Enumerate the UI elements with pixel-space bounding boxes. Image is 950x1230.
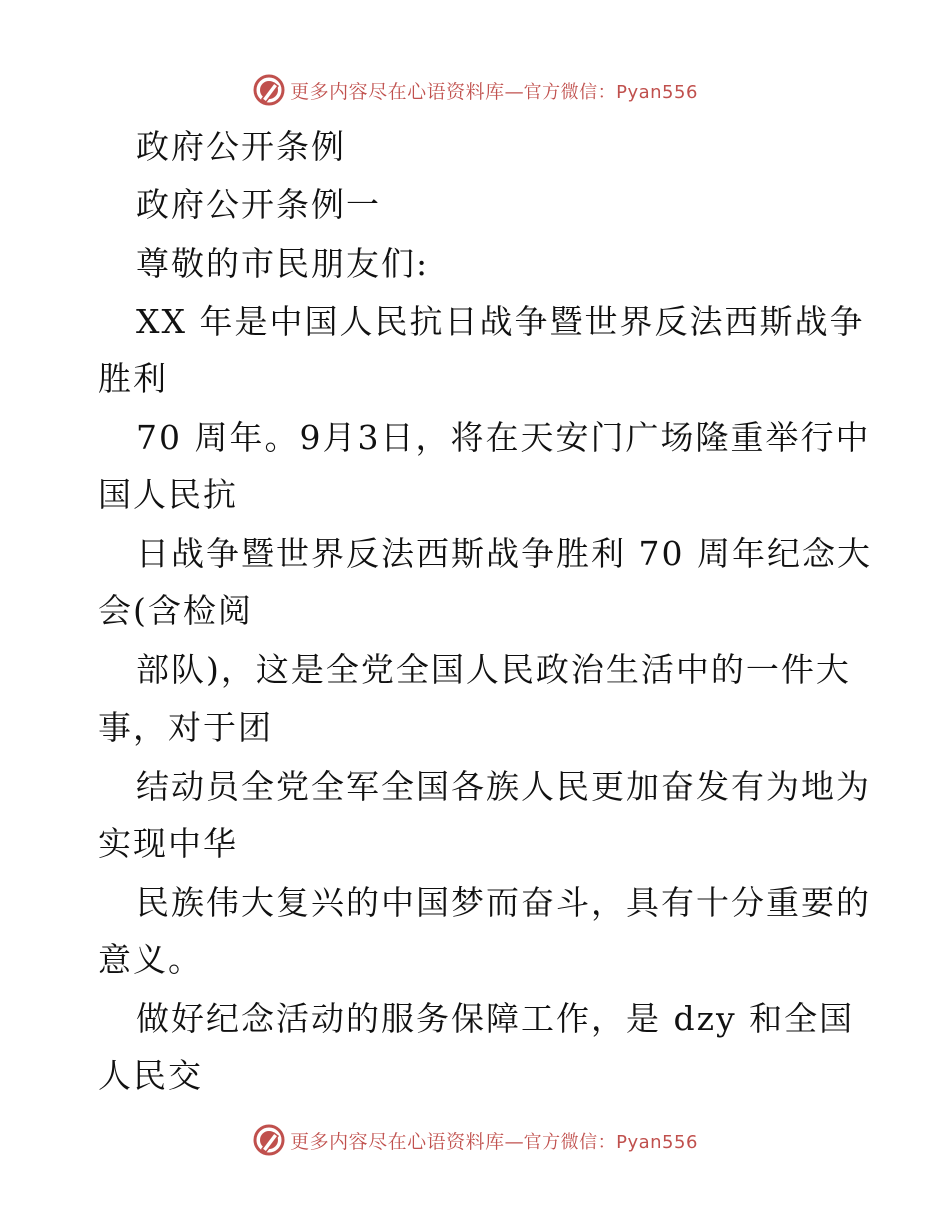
watermark-site-text: 更多内容尽在心语资料库 — [290, 1130, 505, 1153]
watermark-site-text: 更多内容尽在心语资料库 — [290, 80, 505, 103]
doc-line: 事，对于团 — [98, 708, 273, 747]
pen-circle-icon — [252, 1123, 286, 1157]
doc-line: 人民交 — [98, 1056, 203, 1095]
doc-line: 70 周年。9月3日，将在天安门广场隆重举行中 — [136, 418, 871, 457]
doc-line: 会(含检阅 — [98, 591, 253, 630]
doc-line: 政府公开条例 — [136, 127, 346, 166]
footer-watermark — [0, 1118, 950, 1162]
doc-line: 实现中华 — [98, 824, 238, 863]
doc-line: XX 年是中国人民抗日战争暨世界反法西斯战争 — [136, 302, 865, 341]
doc-line: 意义。 — [98, 940, 203, 979]
header-watermark — [0, 68, 950, 112]
doc-line: 国人民抗 — [98, 475, 238, 514]
doc-line: 胜利 — [98, 359, 168, 398]
doc-line: 政府公开条例一 — [136, 185, 381, 224]
watermark-dash: — — [504, 80, 524, 103]
watermark-wechat-text: 官方微信：Pyan556 — [523, 81, 698, 103]
doc-line: 结动员全党全军全国各族人民更加奋发有为地为 — [136, 767, 871, 806]
pen-circle-icon — [252, 73, 286, 107]
watermark-dash: — — [504, 1130, 524, 1153]
watermark-wechat-text: 官方微信：Pyan556 — [523, 1131, 698, 1153]
doc-line: 日战争暨世界反法西斯战争胜利 70 周年纪念大 — [136, 534, 872, 573]
doc-line: 做好纪念活动的服务保障工作，是 dzy 和全国 — [136, 999, 855, 1038]
doc-line: 部队)，这是全党全国人民政治生活中的一件大 — [136, 650, 851, 689]
doc-line: 尊敬的市民朋友们: — [136, 244, 430, 283]
doc-line: 民族伟大复兴的中国梦而奋斗，具有十分重要的 — [136, 883, 871, 922]
